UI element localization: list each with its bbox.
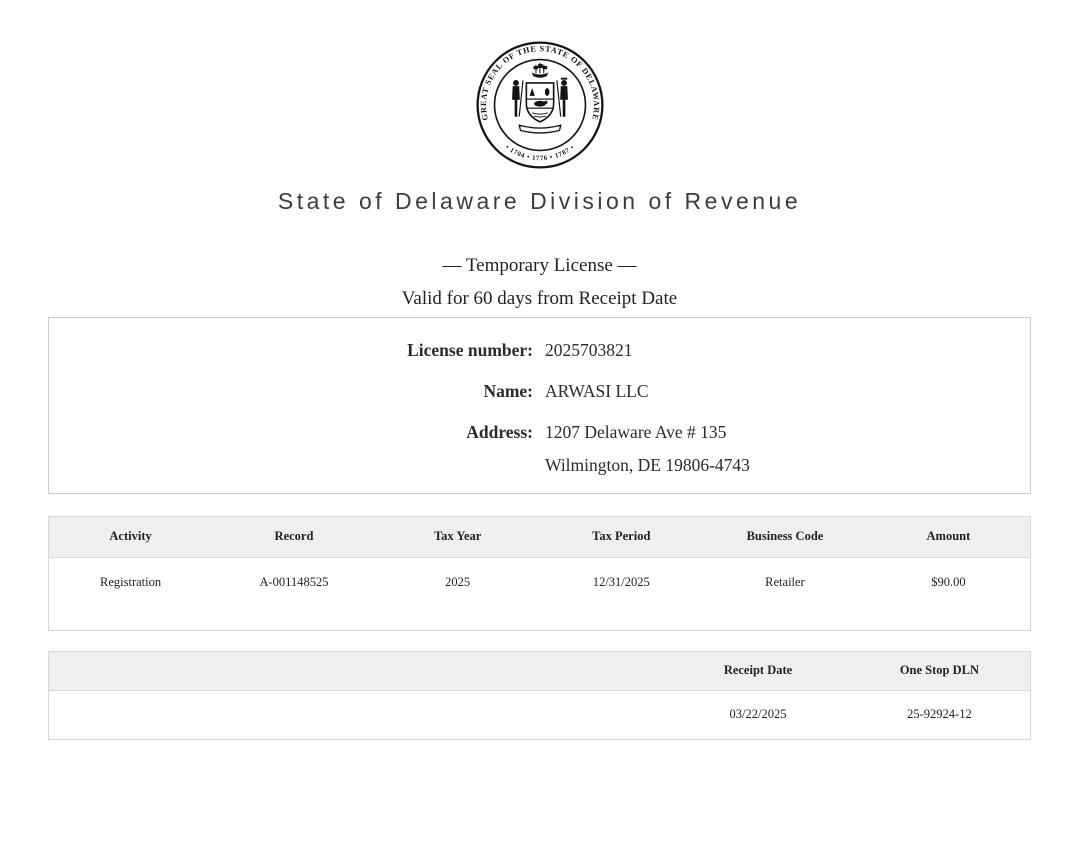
temporary-license-document [0,40,1079,849]
receipt-table [48,651,1031,740]
address-label: Address: [466,422,533,442]
cell-amount: $90.00 [931,575,966,589]
cell-activity: Registration [100,575,162,589]
name-row [49,379,1030,403]
license-number-label: License number: [407,340,533,360]
seal-center-emblem [512,63,568,133]
address-row [49,420,1030,477]
cell-one-stop-dln: 25-92924-12 [907,707,972,721]
empty-cell [49,691,668,740]
column-header-one-stop-dln: One Stop DLN [849,652,1031,691]
seal-years-text: • 1704 • 1776 • 1787 • [503,143,576,163]
license-number-value: 2025703821 [545,340,633,360]
activity-table-header-row [49,517,1031,558]
column-header-receipt-date: Receipt Date [667,652,849,691]
license-info-panel [48,317,1031,494]
receipt-table-header-row [49,652,1031,691]
address-line-1: 1207 Delaware Ave # 135 [545,422,727,442]
receipt-table-row [49,691,1031,740]
cell-tax-year: 2025 [445,575,471,589]
column-header-tax-year: Tax Year [376,517,540,558]
delaware-state-seal-graphic [475,40,605,170]
page-title: State of Delaware Division of Revenue [277,188,802,214]
column-header-business-code: Business Code [703,517,867,558]
empty-header-cell [49,652,668,691]
address-value [545,420,750,477]
license-number-row [49,338,1030,362]
name-label: Name: [483,381,533,401]
activity-table [48,516,1031,631]
address-line-2: Wilmington, DE 19806-4743 [545,455,750,475]
cell-receipt-date: 03/22/2025 [729,707,787,721]
license-type-heading: — Temporary License — [442,255,637,276]
delaware-state-seal [475,40,605,170]
cell-business-code: Retailer [765,575,805,589]
column-header-activity: Activity [49,517,213,558]
activity-table-row [49,558,1031,631]
validity-note: Valid for 60 days from Receipt Date [401,288,678,309]
name-value: ARWASI LLC [545,381,649,401]
column-header-amount: Amount [867,517,1031,558]
cell-record: A-001148525 [259,575,329,589]
column-header-tax-period: Tax Period [539,517,703,558]
seal-ring-text: GREAT SEAL OF THE STATE OF DELAWARE [478,44,601,122]
column-header-record: Record [212,517,376,558]
cell-tax-period: 12/31/2025 [592,575,650,589]
